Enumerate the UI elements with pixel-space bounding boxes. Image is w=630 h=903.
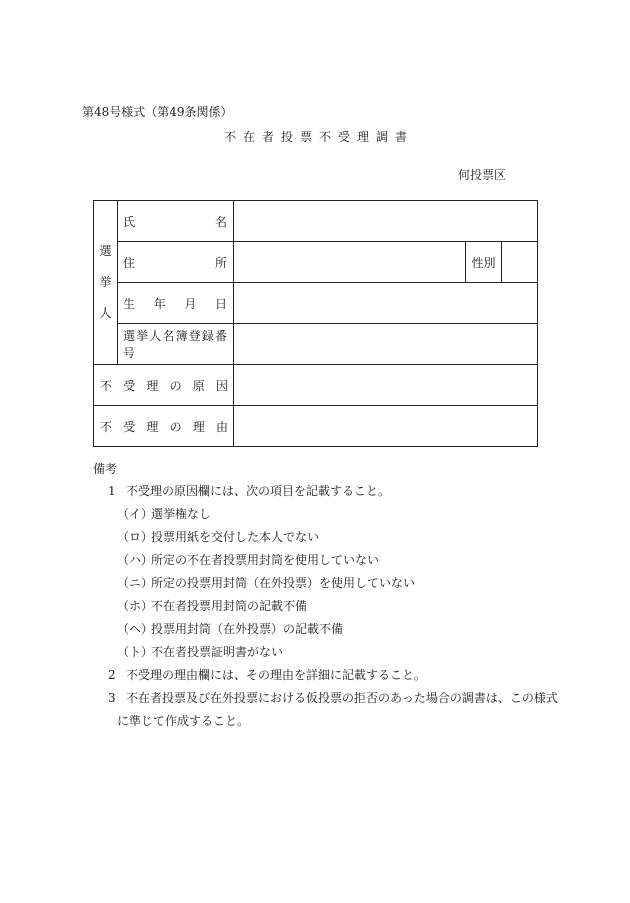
row-address — [94, 242, 538, 283]
sub-item — [117, 528, 319, 545]
note-number: 1 — [108, 484, 116, 498]
sex-label: 性別 — [466, 242, 502, 283]
notes-heading: 備考 — [93, 462, 118, 476]
note-number: 3 — [108, 691, 116, 705]
rejection-record-table — [93, 200, 538, 447]
sub-item-mark: （ハ） — [117, 553, 154, 567]
sub-item-text: 選挙権なし — [151, 507, 212, 521]
row-rejection-cause — [94, 365, 538, 406]
rejection-reason-label: 不受理の理由 — [94, 406, 234, 447]
name-field[interactable] — [234, 201, 538, 242]
note-text: 不在者投票及び在外投票における仮投票の拒否のあった場合の調書は、この様式 — [126, 691, 558, 705]
sub-item-text: 投票用紙を交付した本人でない — [151, 530, 320, 544]
sub-item — [117, 597, 307, 614]
sub-item-mark: （ロ） — [117, 530, 154, 544]
sex-field[interactable] — [502, 242, 538, 283]
sub-item-text: 不在者投票証明書がない — [151, 645, 284, 659]
sub-item — [117, 620, 343, 637]
note-item-3-continuation: に準じて作成すること。 — [117, 714, 250, 728]
rejection-cause-label: 不受理の原因 — [94, 365, 234, 406]
sub-item-text: 所定の投票用封筒（在外投票）を使用していない — [151, 576, 416, 590]
elector-group-label — [94, 201, 118, 365]
sub-item-mark: （ト） — [117, 645, 154, 659]
note-text: 不受理の理由欄には、その理由を詳細に記載すること。 — [126, 668, 427, 682]
sub-item-text: 不在者投票用封筒の記載不備 — [151, 599, 308, 613]
sub-item — [117, 574, 415, 591]
sub-item-mark: （ヘ） — [117, 622, 154, 636]
address-field[interactable] — [234, 242, 466, 283]
sub-item — [117, 551, 379, 568]
group-char-2: 挙 — [99, 275, 112, 289]
row-name — [94, 201, 538, 242]
row-register-number — [94, 324, 538, 365]
sub-item-mark: （ニ） — [117, 576, 154, 590]
form-number: 第48号様式（第49条関係） — [82, 105, 233, 119]
group-char-3: 人 — [99, 306, 112, 320]
sub-item — [117, 643, 283, 660]
register-number-label: 選挙人名簿登録番号 — [118, 324, 234, 365]
address-label: 住所 — [118, 242, 234, 283]
note-item-2 — [108, 666, 426, 683]
row-birthdate — [94, 283, 538, 324]
sub-item — [117, 505, 211, 522]
sub-item-text: 所定の不在者投票用封筒を使用していない — [151, 553, 380, 567]
sub-item-mark: （イ） — [117, 507, 154, 521]
register-number-field[interactable] — [234, 324, 538, 365]
birthdate-label: 生年月日 — [118, 283, 234, 324]
sub-item-text: 投票用封筒（在外投票）の記載不備 — [151, 622, 344, 636]
note-number: 2 — [108, 668, 116, 682]
row-rejection-reason — [94, 406, 538, 447]
note-item-3 — [108, 689, 558, 706]
polling-district: 何投票区 — [458, 168, 507, 182]
birthdate-field[interactable] — [234, 283, 538, 324]
note-item-1 — [108, 482, 390, 499]
group-char-1: 選 — [99, 244, 112, 258]
name-label: 氏名 — [118, 201, 234, 242]
rejection-reason-field[interactable] — [234, 406, 538, 447]
document-title: 不在者投票不受理調書 — [223, 130, 414, 144]
rejection-cause-field[interactable] — [234, 365, 538, 406]
note-text: 不受理の原因欄には、次の項目を記載すること。 — [126, 484, 391, 498]
sub-item-mark: （ホ） — [117, 599, 154, 613]
